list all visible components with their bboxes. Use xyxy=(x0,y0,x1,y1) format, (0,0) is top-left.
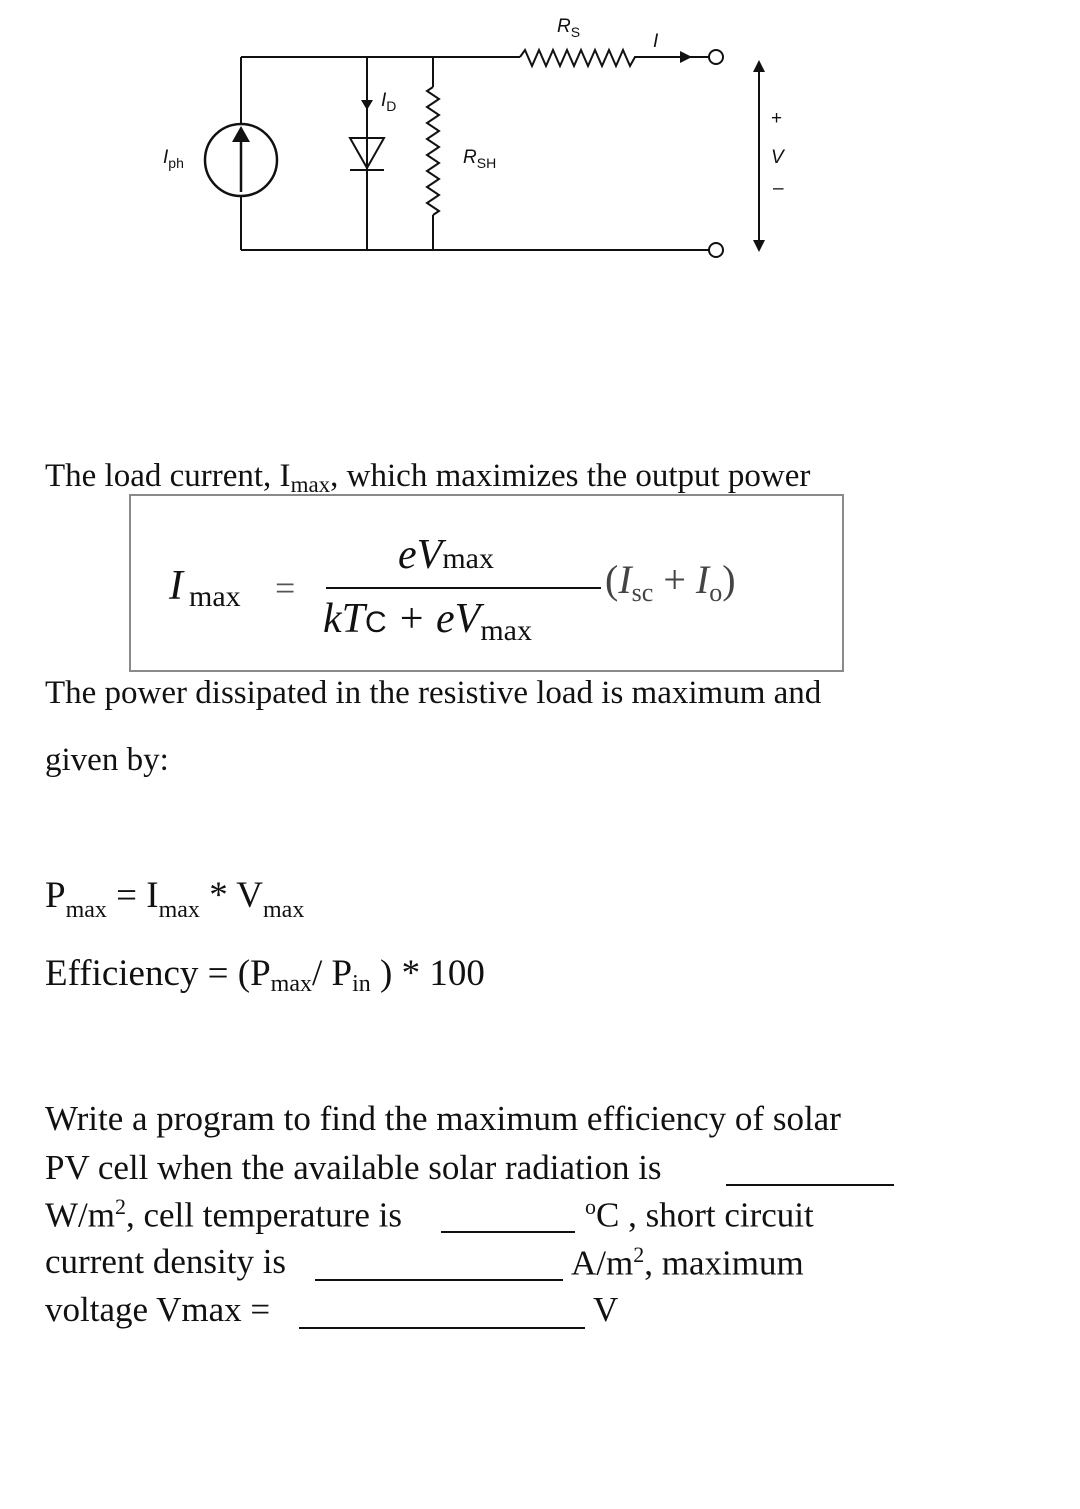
blank-current-density[interactable] xyxy=(315,1279,563,1281)
efficiency-equation: Efficiency = (Pmax/ Pin ) * 100 xyxy=(45,953,485,997)
question-line5-unit: V xyxy=(593,1290,619,1329)
shunt-resistor-symbol xyxy=(427,87,439,215)
blank-cell-temperature[interactable] xyxy=(441,1231,575,1233)
output-terminal-positive xyxy=(709,50,723,64)
label-id: $I_D$ xyxy=(381,90,397,114)
power-text-line1: The power dissipated in the resistive load is maximum and xyxy=(45,675,822,711)
question-line4-b: $A/m^2$, maximum xyxy=(571,1242,804,1283)
current-source-symbol xyxy=(205,124,277,196)
label-voltage: V xyxy=(771,147,784,168)
label-rsh: $R_{SH}$ xyxy=(463,147,497,171)
label-minus: – xyxy=(773,178,784,199)
formula-numerator: eVmax xyxy=(398,532,494,578)
power-text-line2: given by: xyxy=(45,742,169,778)
series-resistor-symbol xyxy=(520,50,640,66)
formula-lhs-sub: max xyxy=(189,580,241,613)
blank-vmax[interactable] xyxy=(299,1327,585,1329)
pmax-equation: $P_{max} = I_{max} * V_{max}$ xyxy=(45,875,305,923)
label-iph: $I_{ph}$ xyxy=(163,147,184,171)
label-current: I xyxy=(653,31,659,52)
formula-equals: = xyxy=(275,568,296,608)
label-plus: + xyxy=(771,108,783,129)
blank-solar-radiation[interactable] xyxy=(726,1184,894,1186)
question-line1: Write a program to find the maximum efficiency of solar xyxy=(45,1099,841,1138)
voltage-arrow xyxy=(753,60,765,252)
question-line3-c: $^o$C , short circuit xyxy=(585,1194,814,1235)
fraction-bar xyxy=(326,587,601,589)
imax-formula-box xyxy=(129,494,844,672)
formula-parenthetical: $(I_{sc} + I_o)$ xyxy=(605,557,736,607)
output-current-arrow xyxy=(680,51,692,63)
label-rs: $R_S$ xyxy=(557,16,581,40)
question-line2: PV cell when the available solar radiation is xyxy=(45,1148,662,1187)
formula-denominator: kTC + eVmax xyxy=(323,596,532,647)
output-terminal-negative xyxy=(709,243,723,257)
solar-cell-circuit-diagram xyxy=(0,0,1080,300)
formula-lhs-var: I xyxy=(169,563,183,609)
intro-text: The load current, Imax, which maximizes the output power xyxy=(45,458,811,497)
question-line5-a: voltage Vmax = xyxy=(45,1290,271,1329)
question-line4-a: current density is xyxy=(45,1242,287,1281)
diode-current-arrow xyxy=(361,100,373,110)
question-line3-a: $W/m^2$, cell temperature is xyxy=(45,1194,402,1235)
